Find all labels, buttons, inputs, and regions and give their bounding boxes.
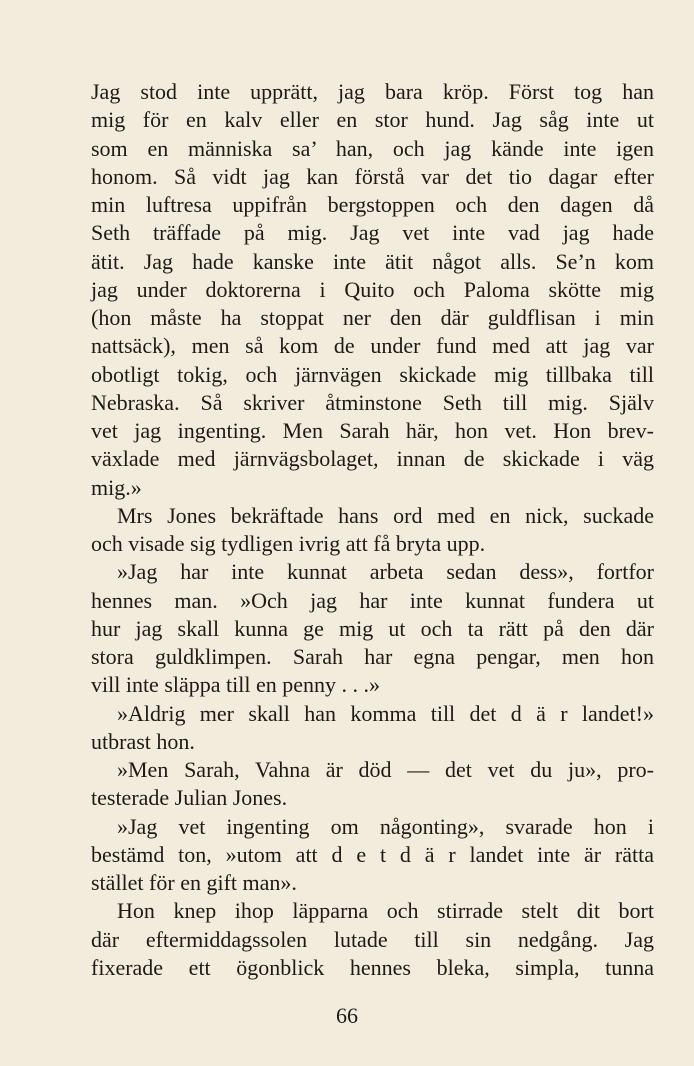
text-line: nattsäck), men så kom de under fund med att jag var [91,333,654,359]
text-line: mig.» [91,474,142,500]
body-text [91,78,654,982]
text-line: och visade sig tydligen ivrig att få bryta upp. [91,531,486,556]
text-line: som en människa sa’ han, och jag kände inte igen [91,135,654,161]
text-line: bestämd ton, »utom att d e t d ä r landet inte är rätta [91,841,654,867]
text-line: Nebraska. Så skriver åtminstone Seth till mig. Själv [91,389,654,415]
text-line: testerade Julian Jones. [91,785,288,811]
text-line: där eftermiddagssolen lutade till sin nedgång. Jag [91,926,654,952]
text-line: fixerade ett ögonblick hennes bleka, simpla, tunna [91,954,654,980]
text-line: »Jag vet ingenting om någonting», svarade hon i [117,813,654,839]
text-line: hur jag skall kunna ge mig ut och ta rätt på den där [91,615,654,641]
page-number: 66 [336,1003,358,1028]
text-line: växlade med järnvägsbolaget, innan de skickade i väg [91,446,654,472]
text-line: »Aldrig mer skall han komma till det d ä r landet!» [117,700,654,726]
text-line: jag under doktorerna i Quito och Paloma skötte mig [91,276,654,302]
text-line: honom. Så vidt jag kan förstå var det tio dagar efter [91,163,654,189]
text-line: »Men Sarah, Vahna är död — det vet du ju», pro- [117,757,654,782]
text-line: utbrast hon. [91,728,195,754]
text-line: (hon måste ha stoppat ner den där guldflisan i min [91,305,654,330]
text-line: Seth träffade på mig. Jag vet inte vad jag hade [91,220,654,246]
text-line: »Jag har inte kunnat arbeta sedan dess», fortfor [117,559,654,585]
text-line: hennes man. »Och jag har inte kunnat fundera ut [91,587,654,613]
text-line: vet jag ingenting. Men Sarah här, hon vet. Hon brev- [91,418,654,443]
text-line: Hon knep ihop läpparna och stirrade stelt dit bort [117,898,654,924]
text-line: obotligt tokig, och järnvägen skickade mig tillbaka till [91,361,654,387]
text-line: Jag stod inte upprätt, jag bara kröp. Först tog han [91,79,654,104]
text-line: stället för en gift man». [91,870,297,895]
text-line: ätit. Jag hade kanske inte ätit något alls. Se’n kom [91,248,654,274]
text-line: Mrs Jones bekräftade hans ord med en nick, suckade [117,502,654,528]
text-line: min luftresa uppifrån bergstoppen och den dagen då [91,192,654,217]
text-line: vill inte släppa till en penny . . .» [91,672,381,698]
text-line: stora guldklimpen. Sarah har egna pengar, men hon [91,644,654,669]
text-line: mig för en kalv eller en stor hund. Jag såg inte ut [91,107,654,133]
